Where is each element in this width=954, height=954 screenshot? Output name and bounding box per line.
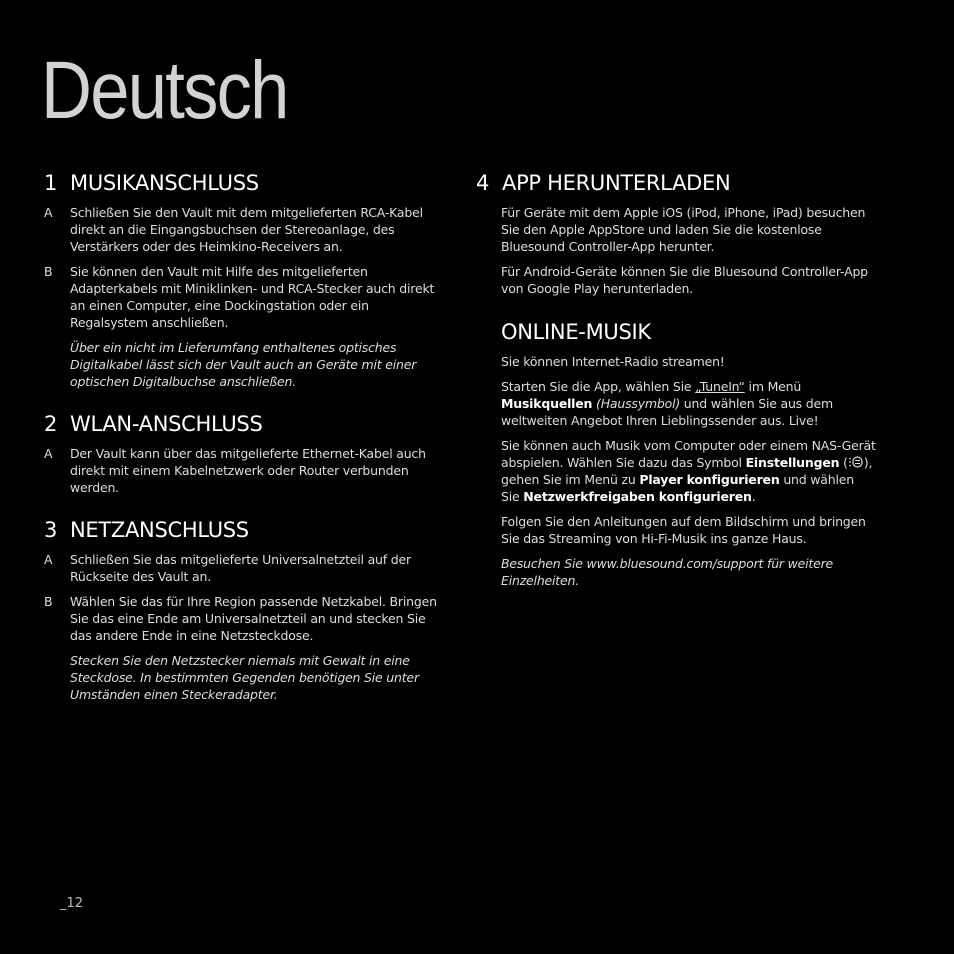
- item-text: Schließen Sie das mitgelieferte Universalnetzteil auf der Rückseite des Vault an.: [70, 552, 411, 584]
- list-item: [44, 445, 444, 496]
- bold-term: Einstellungen: [745, 455, 840, 470]
- item-text: Sie können den Vault mit Hilfe des mitgelieferten Adapterkabels mit Miniklinken- und RCA-Stecker auch direkt an einen Computer, eine Dockingstation oder ein Regalsystem anschließen.: [70, 264, 435, 330]
- page-number: _12: [60, 896, 84, 911]
- section-app-herunterladen: [476, 170, 876, 297]
- paragraph: Für Android-Geräte können Sie die Bluesound Controller-App von Google Play herunterladen.: [501, 264, 868, 296]
- item-letter: A: [44, 552, 53, 567]
- left-column: [44, 170, 444, 724]
- item-text: Der Vault kann über das mitgelieferte Ethernet-Kabel auch direkt mit einem Kabelnetzwerk oder Router verbunden werden.: [70, 446, 426, 495]
- paragraph: Folgen Sie den Anleitungen auf dem Bildschirm und bringen Sie das Streaming von Hi-Fi-Musik ins ganze Haus.: [501, 514, 866, 546]
- section-number: 4: [476, 171, 490, 195]
- text-span: Sie können auch Musik vom Computer oder einem NAS-Gerät abspielen. Wählen Sie dazu das Symbol: [501, 438, 876, 470]
- section-netzanschluss: [44, 517, 444, 703]
- note-text: Stecken Sie den Netzstecker niemals mit Gewalt in eine Steckdose. In bestimmten Gegenden benötigen Sie unter Umständen einen Steckeradapter.: [70, 653, 419, 702]
- list-item: [44, 593, 444, 644]
- item-text: Wählen Sie das für Ihre Region passende Netzkabel. Bringen Sie das eine Ende am Universalnetzteil an und stecken Sie das andere Ende in eine Netzsteckdose.: [70, 594, 437, 643]
- item-letter: A: [44, 446, 53, 461]
- list-item: [44, 263, 444, 331]
- text-span: ), gehen Sie im Menü zu: [501, 455, 873, 487]
- text-span: .: [751, 489, 756, 504]
- page-title: Deutsch: [41, 45, 288, 136]
- section-number: 1: [44, 171, 58, 195]
- paragraph: [501, 437, 876, 505]
- text-span: und wählen Sie aus dem weltweiten Angebot Ihren Lieblingssender aus. Live!: [501, 396, 833, 428]
- italic-term: (Haussymbol): [592, 396, 681, 411]
- bold-term: Player konfigurieren: [639, 472, 780, 487]
- paragraph: Für Geräte mit dem Apple iOS (iPod, iPhone, iPad) besuchen Sie den Apple AppStore und laden Sie die kostenlose Bluesound Controller-App herunter.: [501, 205, 866, 254]
- section-title: MUSIKANSCHLUSS: [70, 171, 259, 195]
- section-title: APP HERUNTERLADEN: [502, 171, 731, 195]
- item-letter: B: [44, 264, 53, 279]
- paragraph: [501, 378, 876, 429]
- paragraph: Sie können Internet-Radio streamen!: [501, 354, 725, 369]
- item-letter: A: [44, 205, 53, 220]
- list-item: [44, 204, 444, 255]
- text-span: im Menü: [744, 379, 802, 394]
- item-letter: B: [44, 594, 53, 609]
- section-title: NETZANSCHLUSS: [70, 518, 249, 542]
- text-span: (: [839, 455, 848, 470]
- list-item: [44, 551, 444, 585]
- note-text: Über ein nicht im Lieferumfang enthaltenes optisches Digitalkabel lässt sich der Vault auch an Geräte mit einer optischen Digitalbuchse anschließen.: [70, 340, 417, 389]
- text-span: Starten Sie die App, wählen Sie: [501, 379, 696, 394]
- tunein-link[interactable]: „TuneIn“: [695, 379, 745, 394]
- subsection-title: ONLINE-MUSIK: [501, 320, 651, 344]
- section-heading: [44, 170, 444, 196]
- section-wlan-anschluss: [44, 411, 444, 496]
- settings-icon: [848, 456, 864, 468]
- section-number: 2: [44, 412, 58, 436]
- support-note: Besuchen Sie www.bluesound.com/support für weitere Einzelheiten.: [501, 556, 834, 588]
- item-text: Schließen Sie den Vault mit dem mitgelieferten RCA-Kabel direkt an die Eingangsbuchsen der Stereoanlage, des Verstärkers oder des Heimkino-Receivers an.: [70, 205, 423, 254]
- text-span: und wählen Sie: [501, 472, 854, 504]
- section-heading: [476, 170, 876, 196]
- section-heading: [44, 517, 444, 543]
- bold-term: Musikquellen: [501, 396, 593, 411]
- section-musikanschluss: [44, 170, 444, 390]
- right-column: [476, 170, 876, 597]
- section-title: WLAN-ANSCHLUSS: [70, 412, 263, 436]
- bold-term: Netzwerkfreigaben konfigurieren: [523, 489, 752, 504]
- section-number: 3: [44, 518, 58, 542]
- section-heading: [44, 411, 444, 437]
